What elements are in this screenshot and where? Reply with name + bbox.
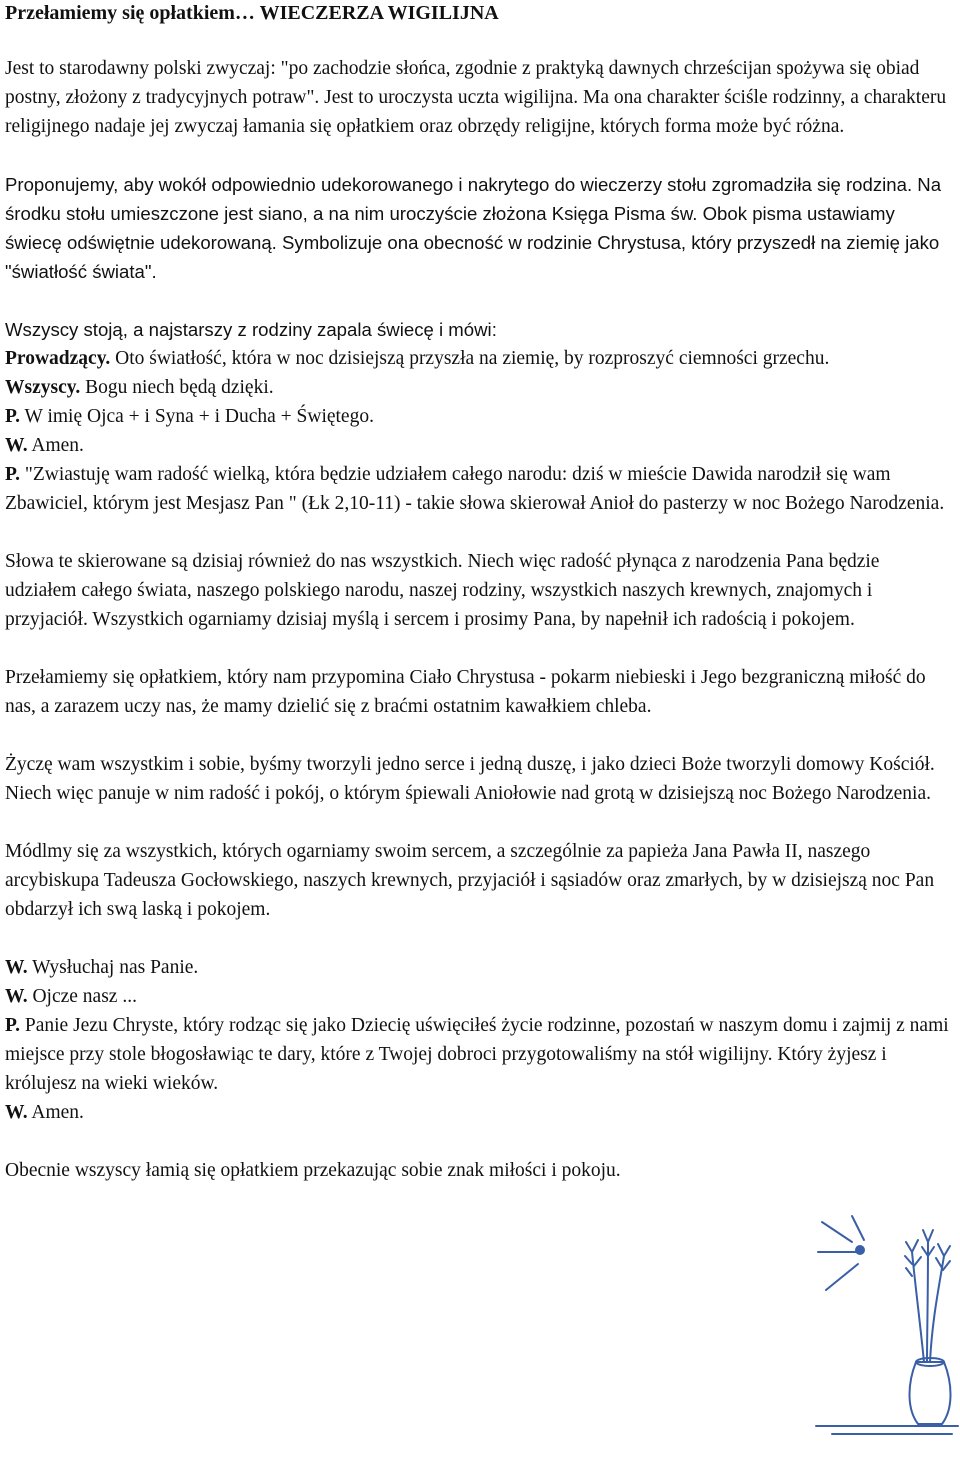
- speaker-label: W.: [5, 957, 28, 978]
- dialogue-line: [5, 1011, 950, 1098]
- paragraph-proposal: Proponujemy, aby wokół odpowiednio udekorowanego i nakrytego do wieczerzy stołu zgromadziła się rodzina. Na środku stołu umieszczone jest siano, a na nim uroczyście złożona Księga Pisma św. Obok pisma ustawiamy świecę odświętnie udekorowaną. Symbolizuje ona obecność w rodzinie Chrystusa, który przyszedł na ziemię jako "światłość świata".: [5, 174, 942, 282]
- dialogue-line: [5, 344, 950, 373]
- paragraph-prayer: Módlmy się za wszystkich, których ogarniamy swoim sercem, a szczególnie za papieża Jana Pawła II, naszego arcybiskupa Tadeusza Gocłowskiego, naszych krewnych, przyjaciół i sąsiadów oraz zmarłych, by w dzisiejszą noc Pan obdarzył ich swą laską i pokojem.: [5, 841, 935, 920]
- speaker-label: Wszyscy.: [5, 377, 81, 398]
- dialogue-text: Wysłuchaj nas Panie.: [27, 957, 199, 978]
- dialogue-line: [5, 982, 950, 1011]
- candle-vase-drawing-icon: [812, 1212, 960, 1452]
- dialogue-line: [5, 1098, 950, 1127]
- speaker-label: P.: [5, 406, 20, 427]
- dialogue-text: W imię Ojca + i Syna + i Ducha + Świętego.: [20, 406, 374, 427]
- paragraph-words: Słowa te skierowane są dzisiaj również do nas wszystkich. Niech więc radość płynąca z narodzenia Pana będzie udziałem całego świata, naszego polskiego narodu, naszej rodziny, wszystkich naszych krewnych, znajomych i przyjaciół. Wszystkich ogarniamy dzisiaj myślą i sercem i prosimy Pana, by napełnił ich radością i pokojem.: [5, 551, 880, 630]
- dialogue-line: [5, 460, 950, 518]
- paragraph-closing: Obecnie wszyscy łamią się opłatkiem przekazując sobie znak miłości i pokoju.: [5, 1160, 621, 1181]
- dialogue-text: Panie Jezu Chryste, który rodząc się jako Dziecię uświęciłeś życie rodzinne, pozostań w naszym domu i zajmij z nami miejsce przy stole błogosławiąc te dary, które z Twojej dobroci przygotowaliśmy na stół wigilijny. Który żyjesz i królujesz na wieki wieków.: [5, 1015, 949, 1094]
- speaker-label: P.: [5, 464, 20, 485]
- document-title: Przełamiemy się opłatkiem… WIECZERZA WIGILIJNA: [5, 2, 499, 24]
- dialogue-text: Ojcze nasz ...: [27, 986, 137, 1007]
- dialogue-text: Amen.: [27, 435, 84, 456]
- dialogue-line: [5, 431, 950, 460]
- document: [5, 0, 950, 1185]
- speaker-label: W.: [5, 435, 28, 456]
- dialogue-text: Oto światłość, która w noc dzisiejszą przyszła na ziemię, by rozproszyć ciemności grzechu.: [110, 348, 830, 369]
- dialogue-text: Bogu niech będą dzięki.: [80, 377, 274, 398]
- dialogue-line: [5, 373, 950, 402]
- dialogue-line: [5, 953, 950, 982]
- dialogue-text: Amen.: [27, 1102, 84, 1123]
- speaker-label: P.: [5, 1015, 20, 1036]
- paragraph-wafer: Przełamiemy się opłatkiem, który nam przypomina Ciało Chrystusa - pokarm niebieski i Jego bezgraniczną miłość do nas, a zarazem uczy nas, że mamy dzielić się z braćmi ostatnim kawałkiem chleba.: [5, 667, 926, 717]
- paragraph-instruction: Wszyscy stoją, a najstarszy z rodziny zapala świecę i mówi:: [5, 319, 497, 340]
- paragraph-wishes: Życzę wam wszystkim i sobie, byśmy tworzyli jedno serce i jedną duszę, i jako dzieci Boże tworzyli domowy Kościół. Niech więc panuje w nim radość i pokój, o którym śpiewali Aniołowie nad grotą w dzisiejszą noc Bożego Narodzenia.: [5, 754, 935, 804]
- speaker-label: W.: [5, 1102, 28, 1123]
- dialogue-line: [5, 402, 950, 431]
- dialogue-text: "Zwiastuję wam radość wielką, która będzie udziałem całego narodu: dziś w mieście Dawida narodził się wam Zbawiciel, którym jest Mesjasz Pan " (Łk 2,10-11) - takie słowa skierował Anioł do pasterzy w noc Bożego Narodzenia.: [5, 464, 945, 514]
- paragraph-intro: Jest to starodawny polski zwyczaj: "po zachodzie słońca, zgodnie z praktyką dawnych chrześcijan spożywa się obiad postny, złożony z tradycyjnych potraw". Jest to uroczysta uczta wigilijna. Ma ona charakter ściśle rodzinny, a charakteru religijnego nadaje jej zwyczaj łamania się opłatkiem oraz obrzędy religijne, których forma może być różna.: [5, 58, 947, 137]
- speaker-label: Prowadzący.: [5, 348, 111, 369]
- speaker-label: W.: [5, 986, 28, 1007]
